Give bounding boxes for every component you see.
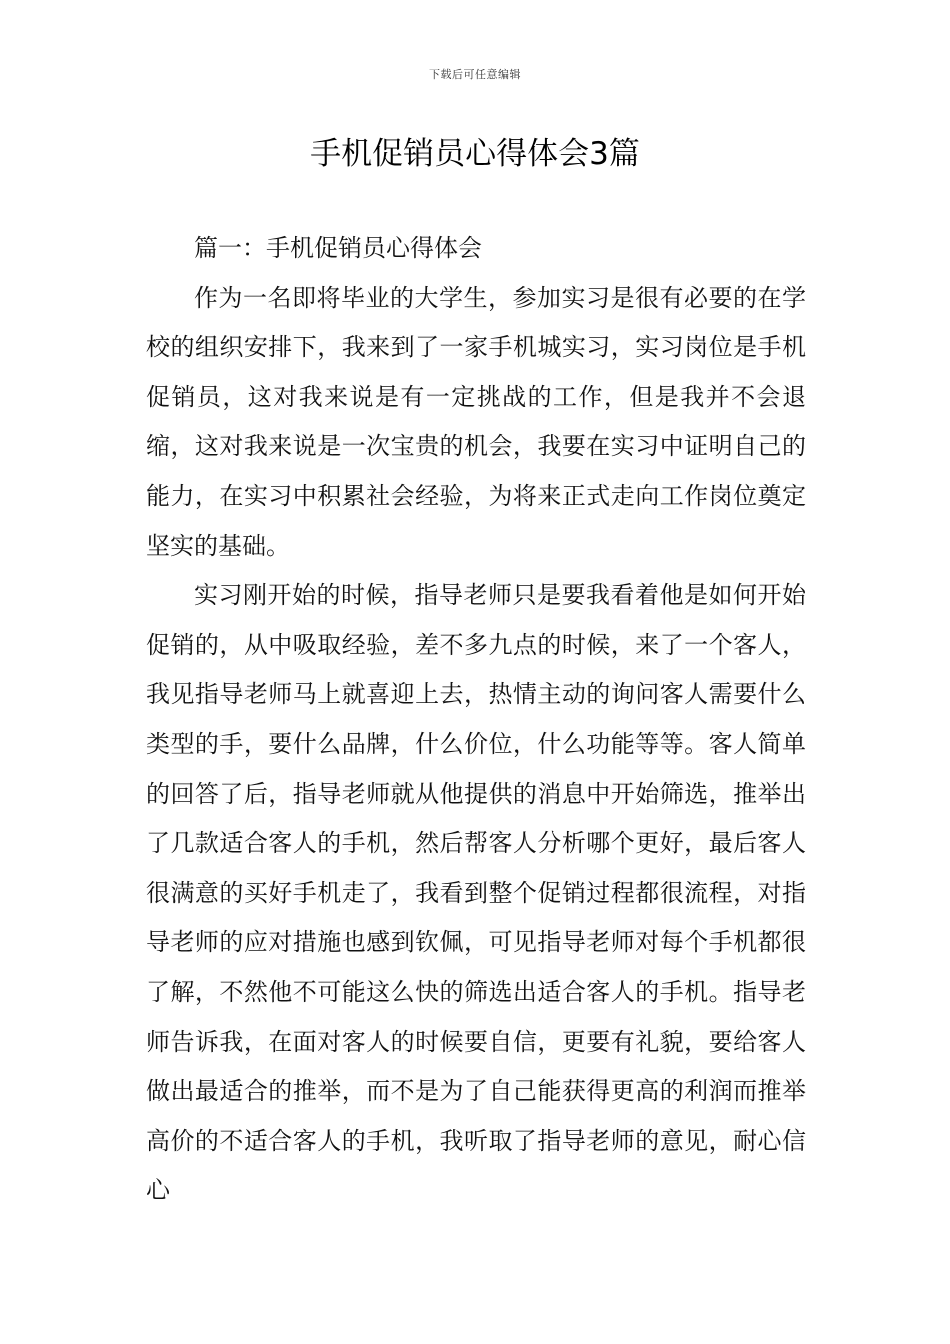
document-body xyxy=(146,224,806,1216)
header-note: 下载后可任意编辑 xyxy=(429,68,521,81)
paragraph: 作为一名即将毕业的大学生，参加实习是很有必要的在学校的组织安排下，我来到了一家手机城实习，实习岗位是手机促销员，这对我来说是有一定挑战的工作，但是我并不会退缩，这对我来说是一次宝贵的机会，我要在实习中证明自己的能力，在实习中积累社会经验，为将来正式走向工作岗位奠定坚实的基础。 xyxy=(146,283,806,560)
section-heading: 篇一：手机促销员心得体会 xyxy=(194,234,482,262)
paragraph: 实习刚开始的时候，指导老师只是要我看着他是如何开始促销的，从中吸取经验，差不多九点的时候，来了一个客人，我见指导老师马上就喜迎上去，热情主动的询问客人需要什么类型的手，要什么品牌，什么价位，什么功能等等。客人简单的回答了后，指导老师就从他提供的消息中开始筛选，推举出了几款适合客人的手机，然后帮客人分析哪个更好，最后客人很满意的买好手机走了，我看到整个促销过程都很流程，对指导老师的应对措施也感到钦佩，可见指导老师对每个手机都很了解，不然他不可能这么快的筛选出适合客人的手机。指导老师告诉我，在面对客人的时候要自信，更要有礼貌，要给客人做出最适合的推举，而不是为了自己能获得更高的利润而推举高价的不适合客人的手机，我听取了指导老师的意见，耐心信心 xyxy=(146,581,806,1205)
document-title: 手机促销员心得体会3篇 xyxy=(310,136,640,172)
